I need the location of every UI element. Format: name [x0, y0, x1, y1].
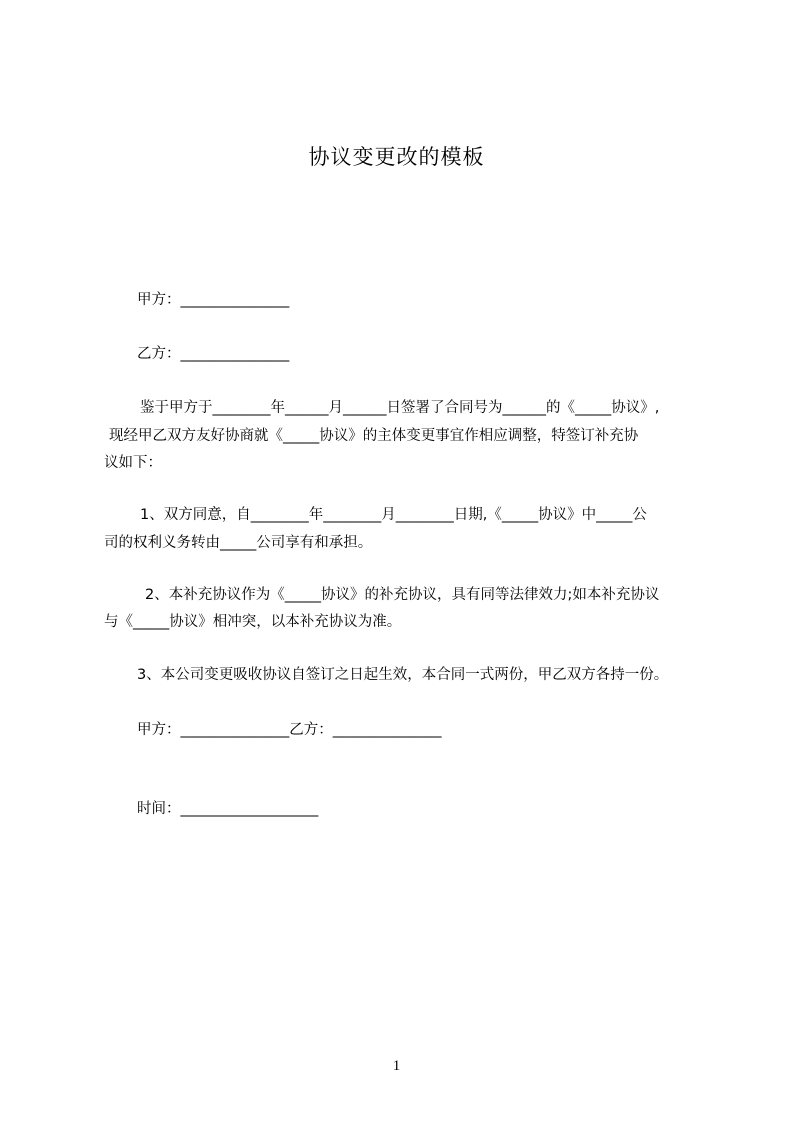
preamble-line-3: 议如下：: [104, 455, 162, 471]
party-a-field: 甲方：_______________: [137, 292, 290, 308]
document-title: 协议变更改的模板: [308, 145, 485, 169]
signature-fields: 甲方：_______________乙方：_______________: [137, 722, 442, 738]
preamble-line-1: 鉴于甲方于________年______月______日签署了合同号为______的《_____协议》,: [140, 400, 660, 416]
clause-3-line-1: 3、本公司变更吸收协议自签订之日起生效，本合同一式两份，甲乙双方各持一份。: [137, 667, 669, 683]
clause-2-line-1: 2、本补充协议作为《_____协议》的补充协议，具有同等法律效力;如本补充协议: [145, 587, 660, 603]
page-number: 1: [392, 1058, 401, 1074]
preamble-line-2: 现经甲乙双方友好协商就《_____协议》的主体变更事宜作相应调整，特签订补充协: [109, 428, 639, 444]
clause-2-line-2: 与《_____协议》相冲突，以本补充协议为准。: [104, 614, 402, 630]
party-b-field: 乙方：_______________: [137, 346, 290, 362]
clause-1-line-2: 司的权利义务转由_____公司享有和承担。: [104, 535, 373, 551]
date-field: 时间：___________________: [137, 801, 319, 817]
clause-1-line-1: 1、双方同意，自________年________月________日期,《_____协议》中_____公: [140, 507, 647, 523]
